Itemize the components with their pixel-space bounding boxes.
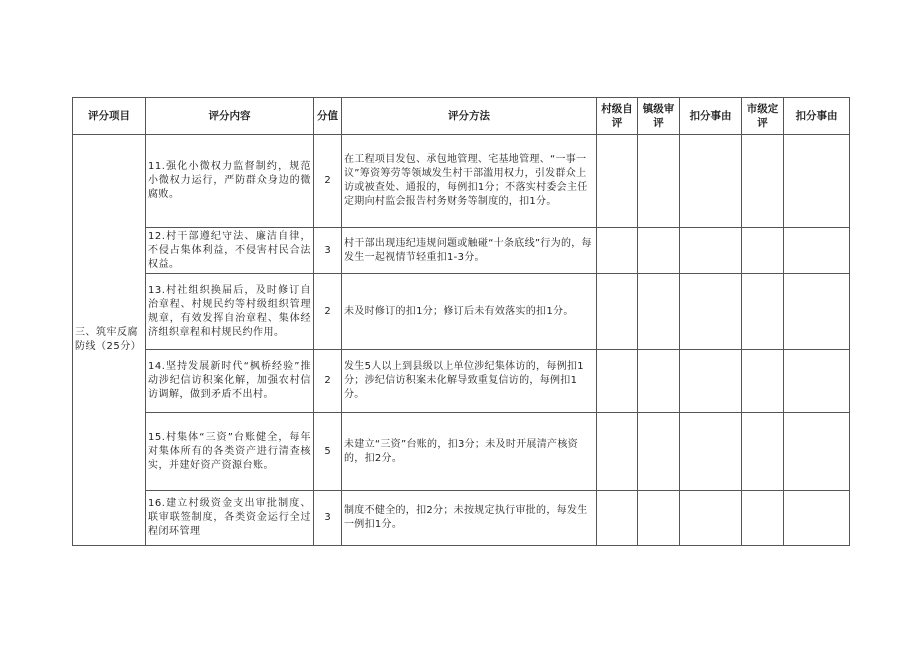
- village-self-cell[interactable]: [597, 413, 638, 491]
- city-review-cell[interactable]: [742, 228, 784, 274]
- village-self-cell[interactable]: [597, 491, 638, 546]
- town-review-cell[interactable]: [638, 135, 680, 228]
- deduct-reason-cell[interactable]: [784, 274, 850, 350]
- deduct-reason-cell[interactable]: [784, 135, 850, 228]
- village-self-cell[interactable]: [597, 135, 638, 228]
- method-cell: 未及时修订的扣1分；修订后未有效落实的扣1分。: [342, 274, 597, 350]
- score-cell: 2: [314, 274, 342, 350]
- scoring-table: [72, 97, 850, 546]
- content-cell: 16.建立村级资金支出审批制度、联审联签制度，各类资金运行全过程闭环管理: [146, 491, 314, 546]
- category-cell: 三、筑牢反腐防线（25分）: [73, 135, 146, 546]
- method-cell: 在工程项目发包、承包地管理、宅基地管理、“一事一议”筹资筹劳等领域发生村干部滥用权力，引发群众上访或被查处、通报的，每例扣1分；不落实村委会主任定期向村监会报告村务财务等制度的，扣1分。: [342, 135, 597, 228]
- town-review-cell[interactable]: [638, 228, 680, 274]
- village-self-cell[interactable]: [597, 274, 638, 350]
- table-row: [73, 135, 850, 228]
- city-review-cell[interactable]: [742, 350, 784, 413]
- table-row: [73, 350, 850, 413]
- score-cell: 3: [314, 228, 342, 274]
- deduct-reason-cell[interactable]: [784, 350, 850, 413]
- deduct-reason-cell[interactable]: [680, 274, 742, 350]
- table-row: [73, 413, 850, 491]
- method-cell: 制度不健全的，扣2分；未按规定执行审批的，每发生一例扣1分。: [342, 491, 597, 546]
- content-cell: 15.村集体“三资”台账健全，每年对集体所有的各类资产进行清查核实，并建好资产资源台账。: [146, 413, 314, 491]
- town-review-cell[interactable]: [638, 350, 680, 413]
- header-deduct-reason-1: 扣分事由: [680, 98, 742, 135]
- header-deduct-reason-2: 扣分事由: [784, 98, 850, 135]
- method-cell: 村干部出现违纪违规问题或触碰“十条底线”行为的，每发生一起视情节轻重扣1-3分。: [342, 228, 597, 274]
- deduct-reason-cell[interactable]: [784, 413, 850, 491]
- content-cell: 14.坚持发展新时代“枫桥经验”推动涉纪信访积案化解，加强农村信访调解，做到矛盾不出村。: [146, 350, 314, 413]
- header-city-review: 市级定评: [742, 98, 784, 135]
- city-review-cell[interactable]: [742, 274, 784, 350]
- header-score: 分值: [314, 98, 342, 135]
- score-cell: 2: [314, 135, 342, 228]
- table-row: [73, 228, 850, 274]
- deduct-reason-cell[interactable]: [680, 491, 742, 546]
- table-row: [73, 274, 850, 350]
- city-review-cell[interactable]: [742, 491, 784, 546]
- content-cell: 12.村干部遵纪守法、廉洁自律，不侵占集体利益，不侵害村民合法权益。: [146, 228, 314, 274]
- method-cell: 未建立“三资”台账的，扣3分；未及时开展清产核资的，扣2分。: [342, 413, 597, 491]
- town-review-cell[interactable]: [638, 413, 680, 491]
- village-self-cell[interactable]: [597, 228, 638, 274]
- deduct-reason-cell[interactable]: [680, 413, 742, 491]
- deduct-reason-cell[interactable]: [680, 228, 742, 274]
- city-review-cell[interactable]: [742, 135, 784, 228]
- deduct-reason-cell[interactable]: [680, 135, 742, 228]
- header-content: 评分内容: [146, 98, 314, 135]
- header-town-review: 镇级审评: [638, 98, 680, 135]
- header-item: 评分项目: [73, 98, 146, 135]
- header-method: 评分方法: [342, 98, 597, 135]
- method-cell: 发生5人以上到县级以上单位涉纪集体访的，每例扣1分；涉纪信访积案未化解导致重复信访的，每例扣1分。: [342, 350, 597, 413]
- header-village-self: 村级自评: [597, 98, 638, 135]
- content-cell: 11.强化小微权力监督制约，规范小微权力运行，严防群众身边的微腐败。: [146, 135, 314, 228]
- deduct-reason-cell[interactable]: [784, 228, 850, 274]
- score-cell: 5: [314, 413, 342, 491]
- table-row: [73, 491, 850, 546]
- score-cell: 2: [314, 350, 342, 413]
- town-review-cell[interactable]: [638, 274, 680, 350]
- deduct-reason-cell[interactable]: [680, 350, 742, 413]
- score-cell: 3: [314, 491, 342, 546]
- city-review-cell[interactable]: [742, 413, 784, 491]
- deduct-reason-cell[interactable]: [784, 491, 850, 546]
- header-row: [73, 98, 850, 135]
- town-review-cell[interactable]: [638, 491, 680, 546]
- content-cell: 13.村社组织换届后，及时修订自治章程、村规民约等村级组织管理规章，有效发挥自治章程、集体经济组织章程和村规民约作用。: [146, 274, 314, 350]
- village-self-cell[interactable]: [597, 350, 638, 413]
